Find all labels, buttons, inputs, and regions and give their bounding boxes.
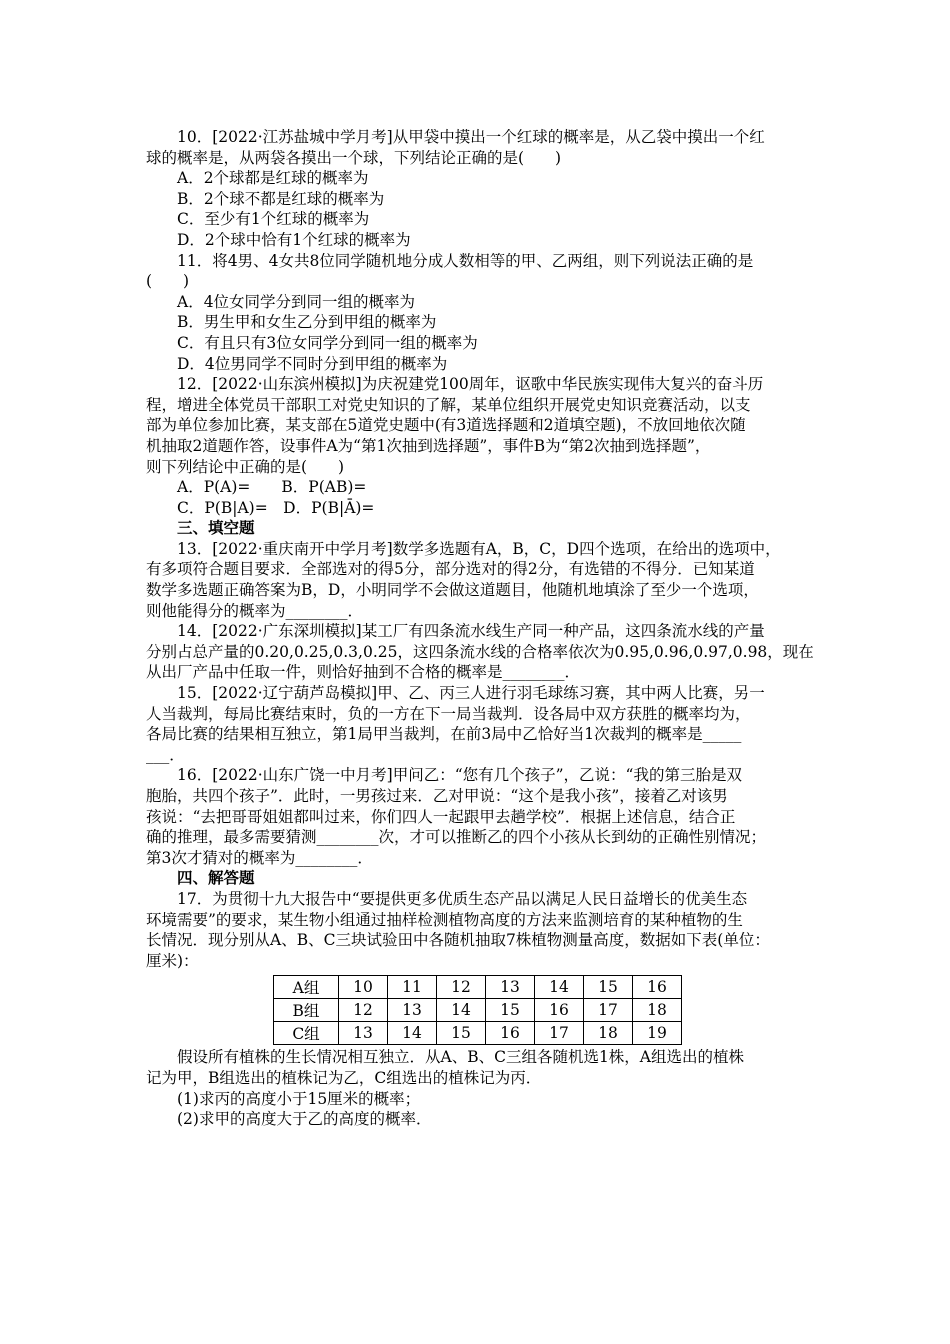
q14-line-1: 14．[2022·广东深圳模拟]某工厂有四条流水线生产同一种产品，这四条流水线的产量 [177,622,765,641]
table-cell: 14 [388,1022,437,1045]
table-row-label: C组 [274,1022,339,1045]
document-page [146,127,814,1130]
table-cell: 15 [437,1022,486,1045]
q17-line-3: 长情况．现分别从A、B、C三块试验田中各随机抽取7株植物测量高度，数据如下表(单位： [146,931,770,950]
q10-option-d: D．2个球中恰有1个红球的概率为 [177,230,411,249]
q14-line-3: 从出厂产品中任取一件，则恰好抽到不合格的概率是________． [146,663,581,682]
q13-line-2: 有多项符合题目要求．全部选对的得5分，部分选对的得2分，有选错的不得分．已知某道 [146,560,755,579]
q17-line-2: 环境需要”的要求，某生物小组通过抽样检测植物高度的方法来监测培育的某种植物的生 [146,910,743,929]
table-cell: 11 [388,976,437,999]
q11-option-a: A．4位女同学分到同一组的概率为 [177,292,416,311]
q12-options-ab: A．P(A)= B．P(AB)= [177,478,367,497]
table-cell: 12 [437,976,486,999]
table-cell: 13 [486,976,535,999]
q17-subquestion-2: (2)求甲的高度大于乙的高度的概率． [177,1110,432,1129]
table-cell: 17 [535,1022,584,1045]
q11-option-b: B．男生甲和女生乙分到甲组的概率为 [177,313,437,332]
table-cell: 14 [437,999,486,1022]
q11-option-d: D．4位男同学不同时分到甲组的概率为 [177,354,448,373]
table-cell: 15 [584,976,633,999]
q12-line-2: 程，增进全体党员干部职工对党史知识的了解，某单位组织开展党史知识竞赛活动，以支 [146,395,751,414]
q12-line-3: 部为单位参加比赛，某支部在5道党史题中(有3道选择题和2道填空题)，不放回地依次随 [146,416,746,435]
section-fill-in-heading: 三、填空题 [177,518,255,538]
q14-line-2: 分别占总产量的0.20,0.25,0.3,0.25，这四条流水线的合格率依次为0.95,0.96,0.97,0.98，现在 [146,642,814,661]
table-row [274,1022,682,1045]
table-cell: 13 [388,999,437,1022]
q15-line-4: ___． [146,745,185,764]
table-cell: 19 [633,1022,682,1045]
q13-line-1: 13．[2022·重庆南开中学月考]数学多选题有A，B，C，D四个选项，在给出的选项中， [177,539,781,558]
table-cell: 14 [535,976,584,999]
q10-line-2: 球的概率是，从两袋各摸出一个球，下列结论正确的是( ) [146,148,562,167]
q17-line-1: 17．为贯彻十九大报告中“要提供更多优质生态产品以满足人民日益增长的优美生态 [177,889,748,908]
q16-line-4: 确的推理，最多需要猜测________次，才可以推断乙的四个小孩从长到幼的正确性别情况； [146,828,767,847]
q17-line-4: 厘米)： [146,951,199,970]
q17-subquestion-1: (1)求丙的高度小于15厘米的概率； [177,1089,421,1108]
q17-after-line-2: 记为甲，B组选出的植株记为乙，C组选出的植株记为丙． [146,1068,542,1087]
table-cell: 17 [584,999,633,1022]
q12-line-1: 12．[2022·山东滨州模拟]为庆祝建党100周年，讴歌中华民族实现伟大复兴的奋斗历 [177,375,764,394]
q11-line-2: ( ) [146,272,190,291]
table-row-label: A组 [274,976,339,999]
table-cell: 12 [339,999,388,1022]
section-answer-heading: 四、解答题 [177,868,255,888]
q13-line-3: 数学多选题正确答案为B，D，小明同学不会做这道题目，他随机地填涂了至少一个选项， [146,581,759,600]
q11-line-1: 11．将4男、4女共8位同学随机地分成人数相等的甲、乙两组，则下列说法正确的是 [177,251,754,270]
q12-options-cd: C．P(B|A)= D．P(B|Ā)= [177,498,375,517]
q16-line-3: 孩说：“去把哥哥姐姐都叫过来，你们四人一起跟甲去趟学校”．根据上述信息，结合正 [146,807,736,826]
q13-line-4: 则他能得分的概率为________． [146,601,364,620]
q10-option-b: B．2个球不都是红球的概率为 [177,189,385,208]
table-cell: 13 [339,1022,388,1045]
table-row-label: B组 [274,999,339,1022]
q16-line-1: 16．[2022·山东广饶一中月考]甲问乙：“您有几个孩子”，乙说：“我的第三胎是双 [177,766,742,785]
table-row [274,999,682,1022]
table-cell: 16 [535,999,584,1022]
q11-option-c: C．有且只有3位女同学分到同一组的概率为 [177,333,478,352]
table-row [274,976,682,999]
q10-option-c: C．至少有1个红球的概率为 [177,210,370,229]
q12-line-4: 机抽取2道题作答，设事件A为“第1次抽到选择题”，事件B为“第2次抽到选择题”， [146,436,711,455]
table-cell: 10 [339,976,388,999]
q15-line-3: 各局比赛的结果相互独立，第1局甲当裁判，在前3局中乙恰好当1次裁判的概率是_____ [146,725,742,744]
table-cell: 16 [633,976,682,999]
q16-line-2: 胞胎，共四个孩子”．此时，一男孩过来．乙对甲说：“这个是我小孩”，接着乙对该男 [146,787,728,805]
q15-line-1: 15．[2022·辽宁葫芦岛模拟]甲、乙、丙三人进行羽毛球练习赛，其中两人比赛，另一 [177,684,765,703]
table-cell: 18 [584,1022,633,1045]
table-cell: 15 [486,999,535,1022]
q16-line-5: 第3次才猜对的概率为________． [146,848,373,867]
q10-line-1: 10．[2022·江苏盐城中学月考]从甲袋中摸出一个红球的概率是，从乙袋中摸出一个红 [177,128,765,146]
table-cell: 16 [486,1022,535,1045]
q17-after-line-1: 假设所有植株的生长情况相互独立．从A、B、C三组各随机选1株，A组选出的植株 [177,1048,745,1067]
plant-height-table [273,975,682,1045]
q12-line-5: 则下列结论中正确的是( ) [146,457,345,476]
table-cell: 18 [633,999,682,1022]
q10-option-a: A．2个球都是红球的概率为 [177,169,369,188]
q15-line-2: 人当裁判，每局比赛结束时，负的一方在下一局当裁判．设各局中双方获胜的概率均为， [146,704,751,723]
